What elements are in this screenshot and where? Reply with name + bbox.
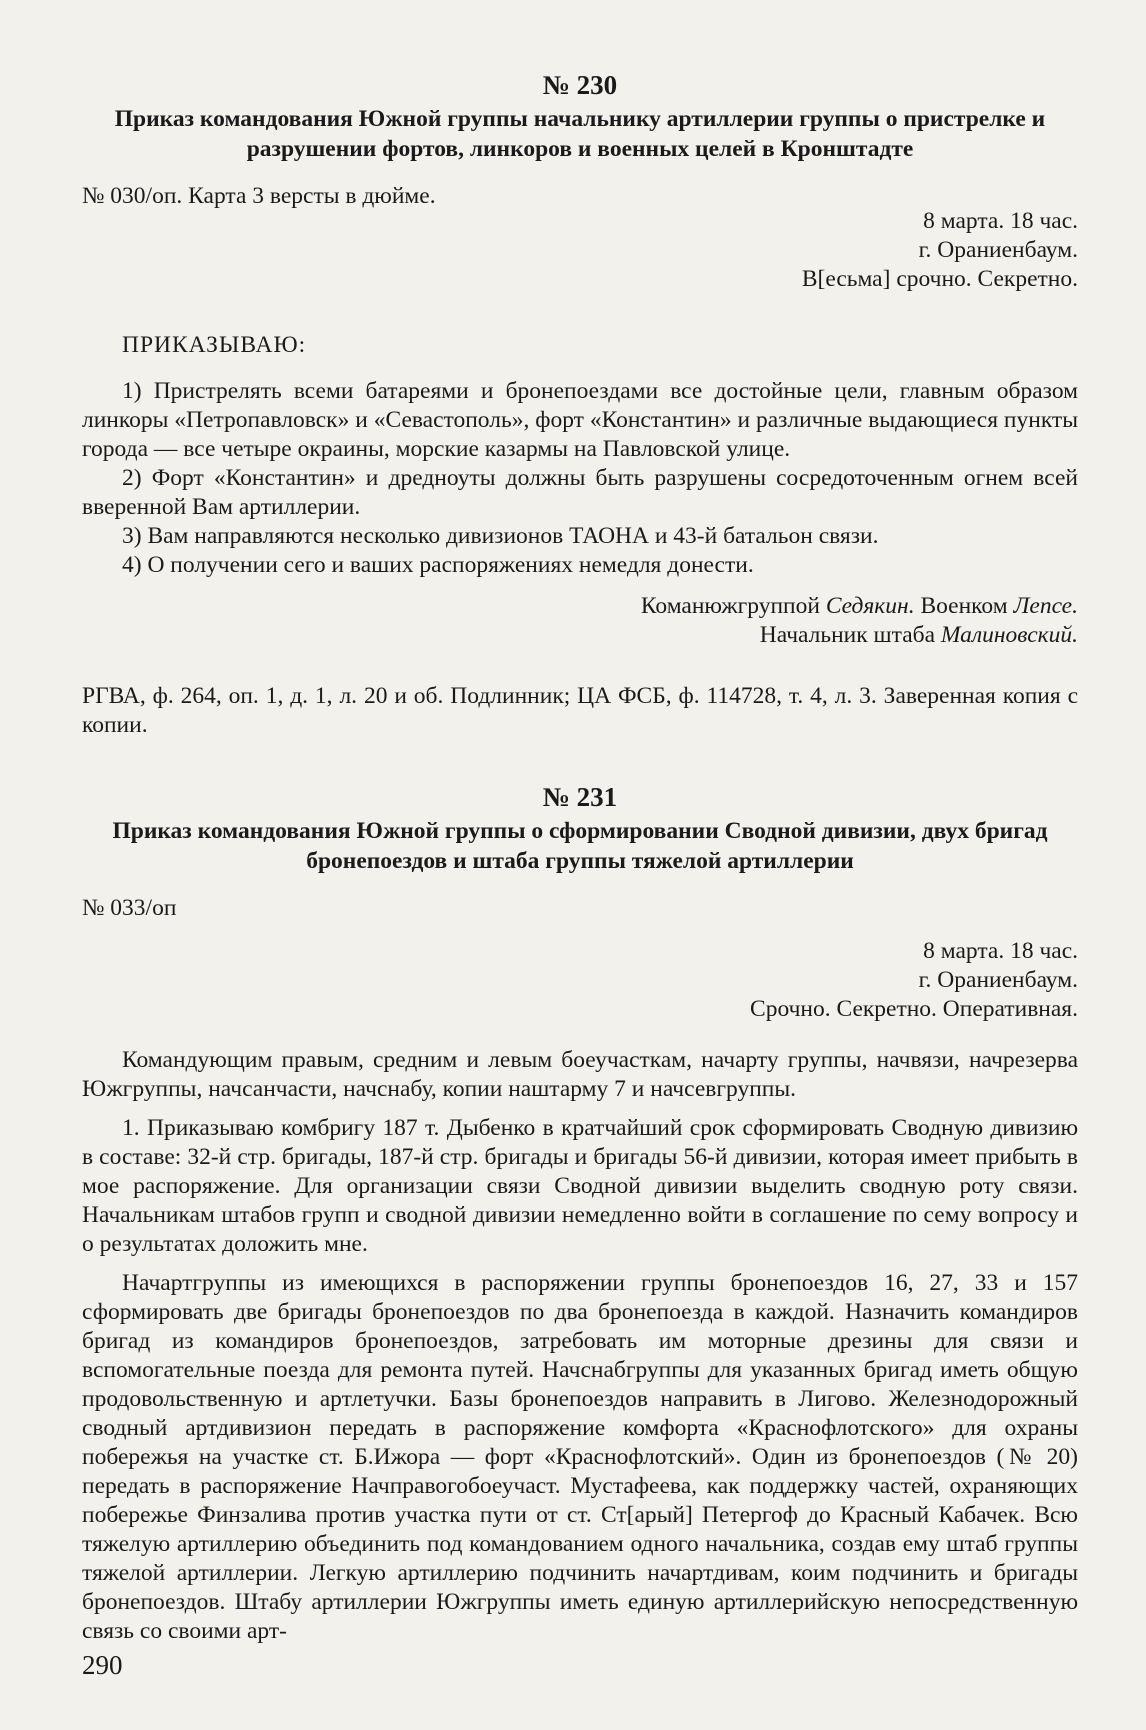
order-item: 3) Вам направляются несколько дивизионов ТАОНА и 43-й батальон связи. (122, 523, 879, 549)
signature-role: Начальник штаба (759, 622, 936, 648)
document-date: 8 марта. 18 час. (923, 208, 1078, 234)
document-230 (82, 70, 1078, 740)
order-item: 4) О получении сего и ваших распоряжениях немедля донести. (122, 552, 754, 578)
body-paragraph: Начартгруппы из имеющихся в распоряжении группы бронепоездов 16, 27, 33 и 157 сформировать две бригады бронепоездов по два бронепоезда в каждой. Назначить командиров бригад из командиров бронепоездов, затребовать им моторные дрезины для связи и вспомогательные поезда для ремонта путей. Начснабгруппы для указанных бригад иметь общую продовольственную и артлетучки. Базы бронепоездов направить в Лигово. Железнодорожный сводный артдивизион передать в распоряжение комфорта «Краснофлотского» для охраны побережья на участке ст. Б.Ижора — форт «Краснофлотский». Один из бронепоездов (№ 20) передать в распоряжение Начправогобоеучаст. Мустафеева, как поддержку частей, охраняющих побережье Финзалива против участка пути от ст. Ст[арый] Петергоф до Красный Кабачек. Всю тяжелую артиллерию объединить под командованием одного начальника, создав ему штаб группы тяжелой артиллерии. Легкую артиллерию подчинить начартдивам, коим подчинить и бригады бронепоездов. Штабу артиллерии Южгруппы иметь единую артиллерийскую непосредственную связь со своими арт- (82, 1270, 1078, 1644)
signature-role: Команюжгруппой (640, 593, 820, 619)
document-reference: № 033/оп (82, 895, 177, 921)
document-231 (82, 782, 1078, 1646)
document-date: 8 марта. 18 час. (923, 938, 1078, 964)
signature-name: Малиновский. (940, 622, 1078, 648)
body-paragraph: Командующим правым, средним и левым боеучасткам, начарту группы, начвязи, начрезерва Южгруппы, начсанчасти, начснабу, копии наштарму 7 и начсевгруппы. (82, 1047, 1078, 1102)
document-place: г. Ораниенбаум. (918, 237, 1078, 263)
signature-block (82, 592, 1078, 650)
document-classification: Срочно. Секретно. Оперативная. (750, 996, 1078, 1022)
order-item: 2) Форт «Константин» и дредноуты должны быть разрушены сосредоточенным огнем всей вверенной Вам артиллерии. (82, 465, 1078, 520)
document-place: г. Ораниенбаум. (918, 967, 1078, 993)
order-item: 1) Пристрелять всеми батареями и бронепоездами все достойные цели, главным образом линкоры «Петропавловск» и «Севастополь», форт «Константин» и различные выдающиеся пункты города — все четыре окраины, морские казармы на Павловской улице. (82, 378, 1078, 462)
document-number: № 231 (542, 782, 618, 812)
order-heading: ПРИКАЗЫВАЮ: (122, 332, 307, 358)
signature-name: Лепсе. (1013, 593, 1078, 619)
document-reference: № 030/оп. Карта 3 версты в дюйме. (82, 183, 436, 209)
page-number: 290 (82, 1650, 123, 1680)
signature-name: Седякин. (825, 593, 915, 619)
archive-source: РГВА, ф. 264, оп. 1, д. 1, л. 20 и об. Подлинник; ЦА ФСБ, ф. 114728, т. 4, л. 3. Заверенная копия с копии. (82, 683, 1078, 738)
document-title: Приказ командования Южной группы начальнику артиллерии группы о пристрелке и разрушении фортов, линкоров и военных целей в Кронштадте (114, 106, 1046, 162)
signature-role: Военком (920, 593, 1008, 619)
document-title: Приказ командования Южной группы о сформировании Сводной дивизии, двух бригад бронепоездов и штаба группы тяжелой артиллерии (112, 818, 1048, 874)
body-paragraph: 1. Приказываю комбригу 187 т. Дыбенко в кратчайший срок сформировать Сводную дивизию в составе: 32-й стр. бригады, 187-й стр. бригады и бригады 56-й дивизии, которая имеет прибыть в мое распоряжение. Для организации связи Сводной дивизии выделить сводную роту связи. Начальникам штабов групп и сводной дивизии немедленно войти в соглашение по сему вопросу и о результатах доложить мне. (82, 1115, 1078, 1257)
document-classification: В[есьма] срочно. Секретно. (801, 266, 1078, 292)
document-number: № 230 (542, 70, 618, 100)
